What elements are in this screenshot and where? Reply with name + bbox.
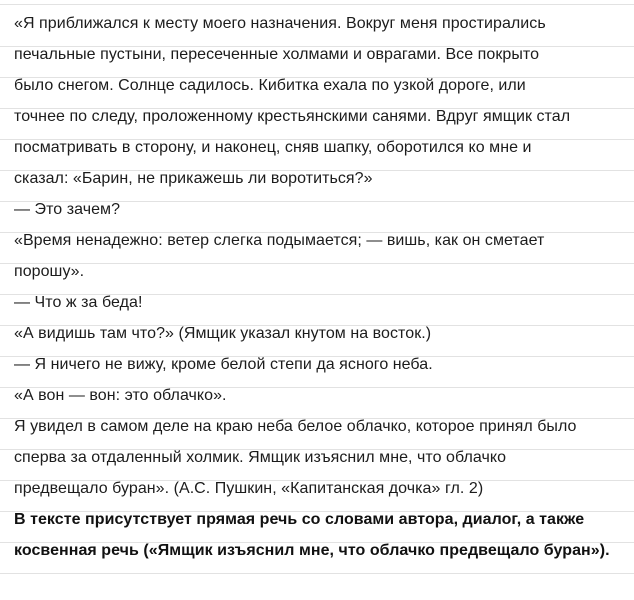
text-line: порошу». — [14, 263, 85, 280]
text-line: сперва за отдаленный холмик. Ямщик изъяснил мне, что облачко — [14, 449, 507, 466]
text-line: «Время ненадежно: ветер слегка подымается; — вишь, как он сметает — [14, 232, 545, 249]
text-line: Я увидел в самом деле на краю неба белое облачко, которое принял было — [14, 418, 577, 435]
text-line: посматривать в сторону, и наконец, сняв шапку, оборотился ко мне и — [14, 139, 532, 156]
text-line: предвещало буран». (А.С. Пушкин, «Капитанская дочка» гл. 2) — [14, 480, 484, 497]
text-line: было снегом. Солнце садилось. Кибитка ехала по узкой дороге, или — [14, 77, 526, 94]
text-block — [14, 8, 632, 566]
text-line: «А вон — вон: это облачко». — [14, 387, 227, 404]
text-line: — Я ничего не вижу, кроме белой степи да ясного неба. — [14, 356, 433, 373]
text-line: «А видишь там что?» (Ямщик указал кнутом на восток.) — [14, 325, 432, 342]
conclusion-line: косвенная речь («Ямщик изъяснил мне, что облачко предвещало буран»). — [14, 542, 610, 559]
text-line: точнее по следу, проложенному крестьянскими санями. Вдруг ямщик стал — [14, 108, 571, 125]
text-line: «Я приближался к месту моего назначения. Вокруг меня простирались — [14, 15, 546, 32]
conclusion-line: В тексте присутствует прямая речь со словами автора, диалог, а также — [14, 511, 585, 528]
text-line: печальные пустыни, пересеченные холмами и оврагами. Все покрыто — [14, 46, 540, 63]
text-line: сказал: «Барин, не прикажешь ли воротиться?» — [14, 170, 373, 187]
text-line: — Это зачем? — [14, 201, 121, 218]
text-line: — Что ж за беда! — [14, 294, 143, 311]
